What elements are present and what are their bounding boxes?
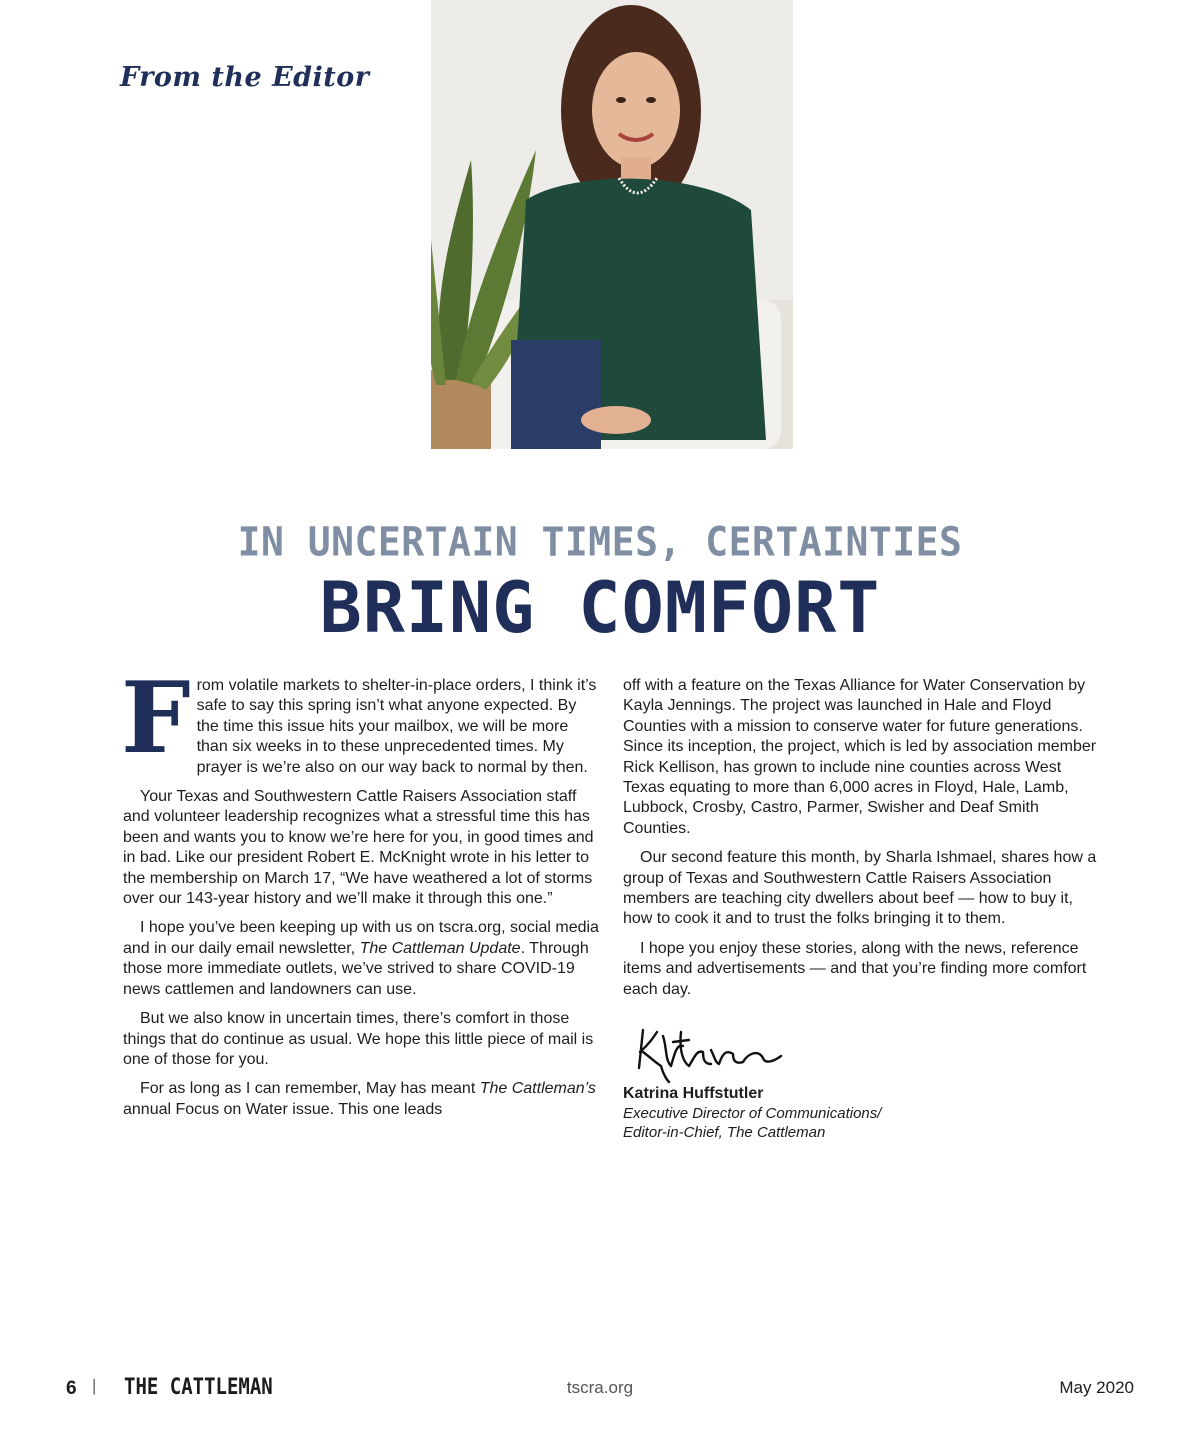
page-footer <box>0 1376 1200 1404</box>
handwritten-signature <box>623 1022 1101 1084</box>
drop-cap: F <box>121 661 191 776</box>
editor-photo <box>431 0 793 449</box>
author-name: Katrina Huffstutler <box>623 1085 764 1103</box>
paragraph: From volatile markets to shelter-in-place orders, I think it’s safe to say this spring isn’t what anyone expected. By the time this issue hits your mailbox, we will be more than six weeks in to these unprecedented times. My prayer is we’re also on our way back to normal by then. <box>121 661 597 776</box>
paragraph: Our second feature this month, by Sharla Ishmael, shares how a group of Texas and Southwestern Cattle Raisers Association members are teaching city dwellers about beef — how to buy it, how to cook it and to trust the folks bringing it to them. <box>623 849 1097 928</box>
author-title: Editor-in-Chief, The Cattleman <box>623 1124 826 1142</box>
article-column-left <box>121 661 601 1129</box>
paragraph: But we also know in uncertain times, there’s comfort in those things that do continue as usual. We hope this little piece of mail is one of those for you. <box>123 1010 594 1068</box>
paragraph: Your Texas and Southwestern Cattle Raisers Association staff and volunteer leadership recognizes what a stressful time this has been and wants you to know we’re here for you, in good times and in bad. Like our president Robert E. McKnight wrote in his letter to the membership on March 17, “We have weathered a lot of storms over our 143-year history and we’ll make it through this one.” <box>123 788 594 908</box>
paragraph: off with a feature on the Texas Alliance for Water Conservation by Kayla Jennings. The project was launched in Hale and Floyd Counties with a mission to conserve water for future generations. Since its inception, the project, which is led by association member Rick Kellison, has grown to include nine counties across West Texas equating to more than 6,000 acres in Floyd, Hale, Lamb, Lubbock, Crosby, Castro, Parmer, Swisher and Deaf Smith Counties. <box>623 677 1097 837</box>
issue-date: May 2020 <box>1059 1378 1134 1397</box>
website-link[interactable]: tscra.org <box>566 1378 634 1397</box>
paragraph: I hope you’ve been keeping up with us on tscra.org, social media and in our daily email newsletter, The Cattleman Update. Through those more immediate outlets, we’ve strived to share COVID-19 news cattlemen and landowners can use. <box>123 919 599 998</box>
footer-separator: | <box>92 1376 97 1395</box>
page-number: 6 <box>66 1378 77 1399</box>
headline-main: BRING COMFORT <box>319 567 881 649</box>
paragraph: I hope you enjoy these stories, along with the news, reference items and advertisements — and that you’re finding more comfort each day. <box>623 939 1087 998</box>
section-label: From the Editor <box>120 62 370 93</box>
author-title: Executive Director of Communications/ <box>623 1105 882 1123</box>
article-column-right <box>623 676 1101 1142</box>
headline-kicker: IN UNCERTAIN TIMES, CERTAINTIES <box>237 518 963 566</box>
paragraph: For as long as I can remember, May has meant The Cattleman’s annual Focus on Water issue. This one leads <box>123 1080 596 1118</box>
headline <box>0 518 1200 650</box>
publication-name: THE CATTLEMAN <box>124 1374 273 1400</box>
